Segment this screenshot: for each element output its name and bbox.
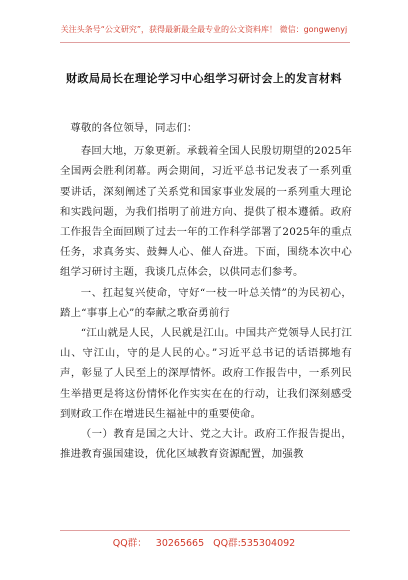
footer-divider (60, 530, 350, 531)
paragraph-people: “江山就是人民，人民就是江山。中国共产党领导人民打江山、守江山，守的是人民的心。”习近平总书记的话语掷地有声，彰显了人民至上的深厚情怀。政府工作报告中，一系列民生举措更是将这份情怀化作实实在在的行动，让我们深刻感受到财政工作在增进民生福祉中的重要使命。 (60, 327, 352, 420)
paragraph-intro: 春回大地，万象更新。承载着全国人民殷切期望的2025年全国两会胜利闭幕。两会期间，习近平总书记发表了一系列重要讲话，深刻阐述了关系党和国家事业发展的一系列重大理论和实践问题，为我们指明了前进方向、提供了根本遵循。政府工作报告全面回顾了过去一年的工作科学部署了2025年的重点任务，求真务实、鼓舞人心、催人奋进。下面，围绕本次中心组学习研讨主题，我谈几点体会，以供同志们参考。 (60, 145, 353, 279)
document-title: 财政局局长在理论学习中心组学习研讨会上的发言材料 (66, 72, 342, 85)
footer-contact: QQ群： 30265665 QQ群:535304092 (112, 538, 296, 549)
paragraph-education: （一）教育是国之大计、党之大计。政府工作报告提出，推进教育强国建设，优化区域教育资源配置，加强教 (60, 428, 352, 461)
salutation: 尊敬的各位领导，同志们： (70, 122, 198, 134)
header-divider (60, 42, 350, 43)
section-heading-one: 一、扛起复兴使命，守好“一枝一叶总关情”的为民初心，踏上“事事上心”的奉献之歌奋勇前行 (60, 286, 352, 319)
header-banner: 关注头条号“公文研究”，获得最新最全最专业的公文资料库！ 微信：gongwenyj (60, 25, 348, 34)
document-body (60, 118, 352, 464)
